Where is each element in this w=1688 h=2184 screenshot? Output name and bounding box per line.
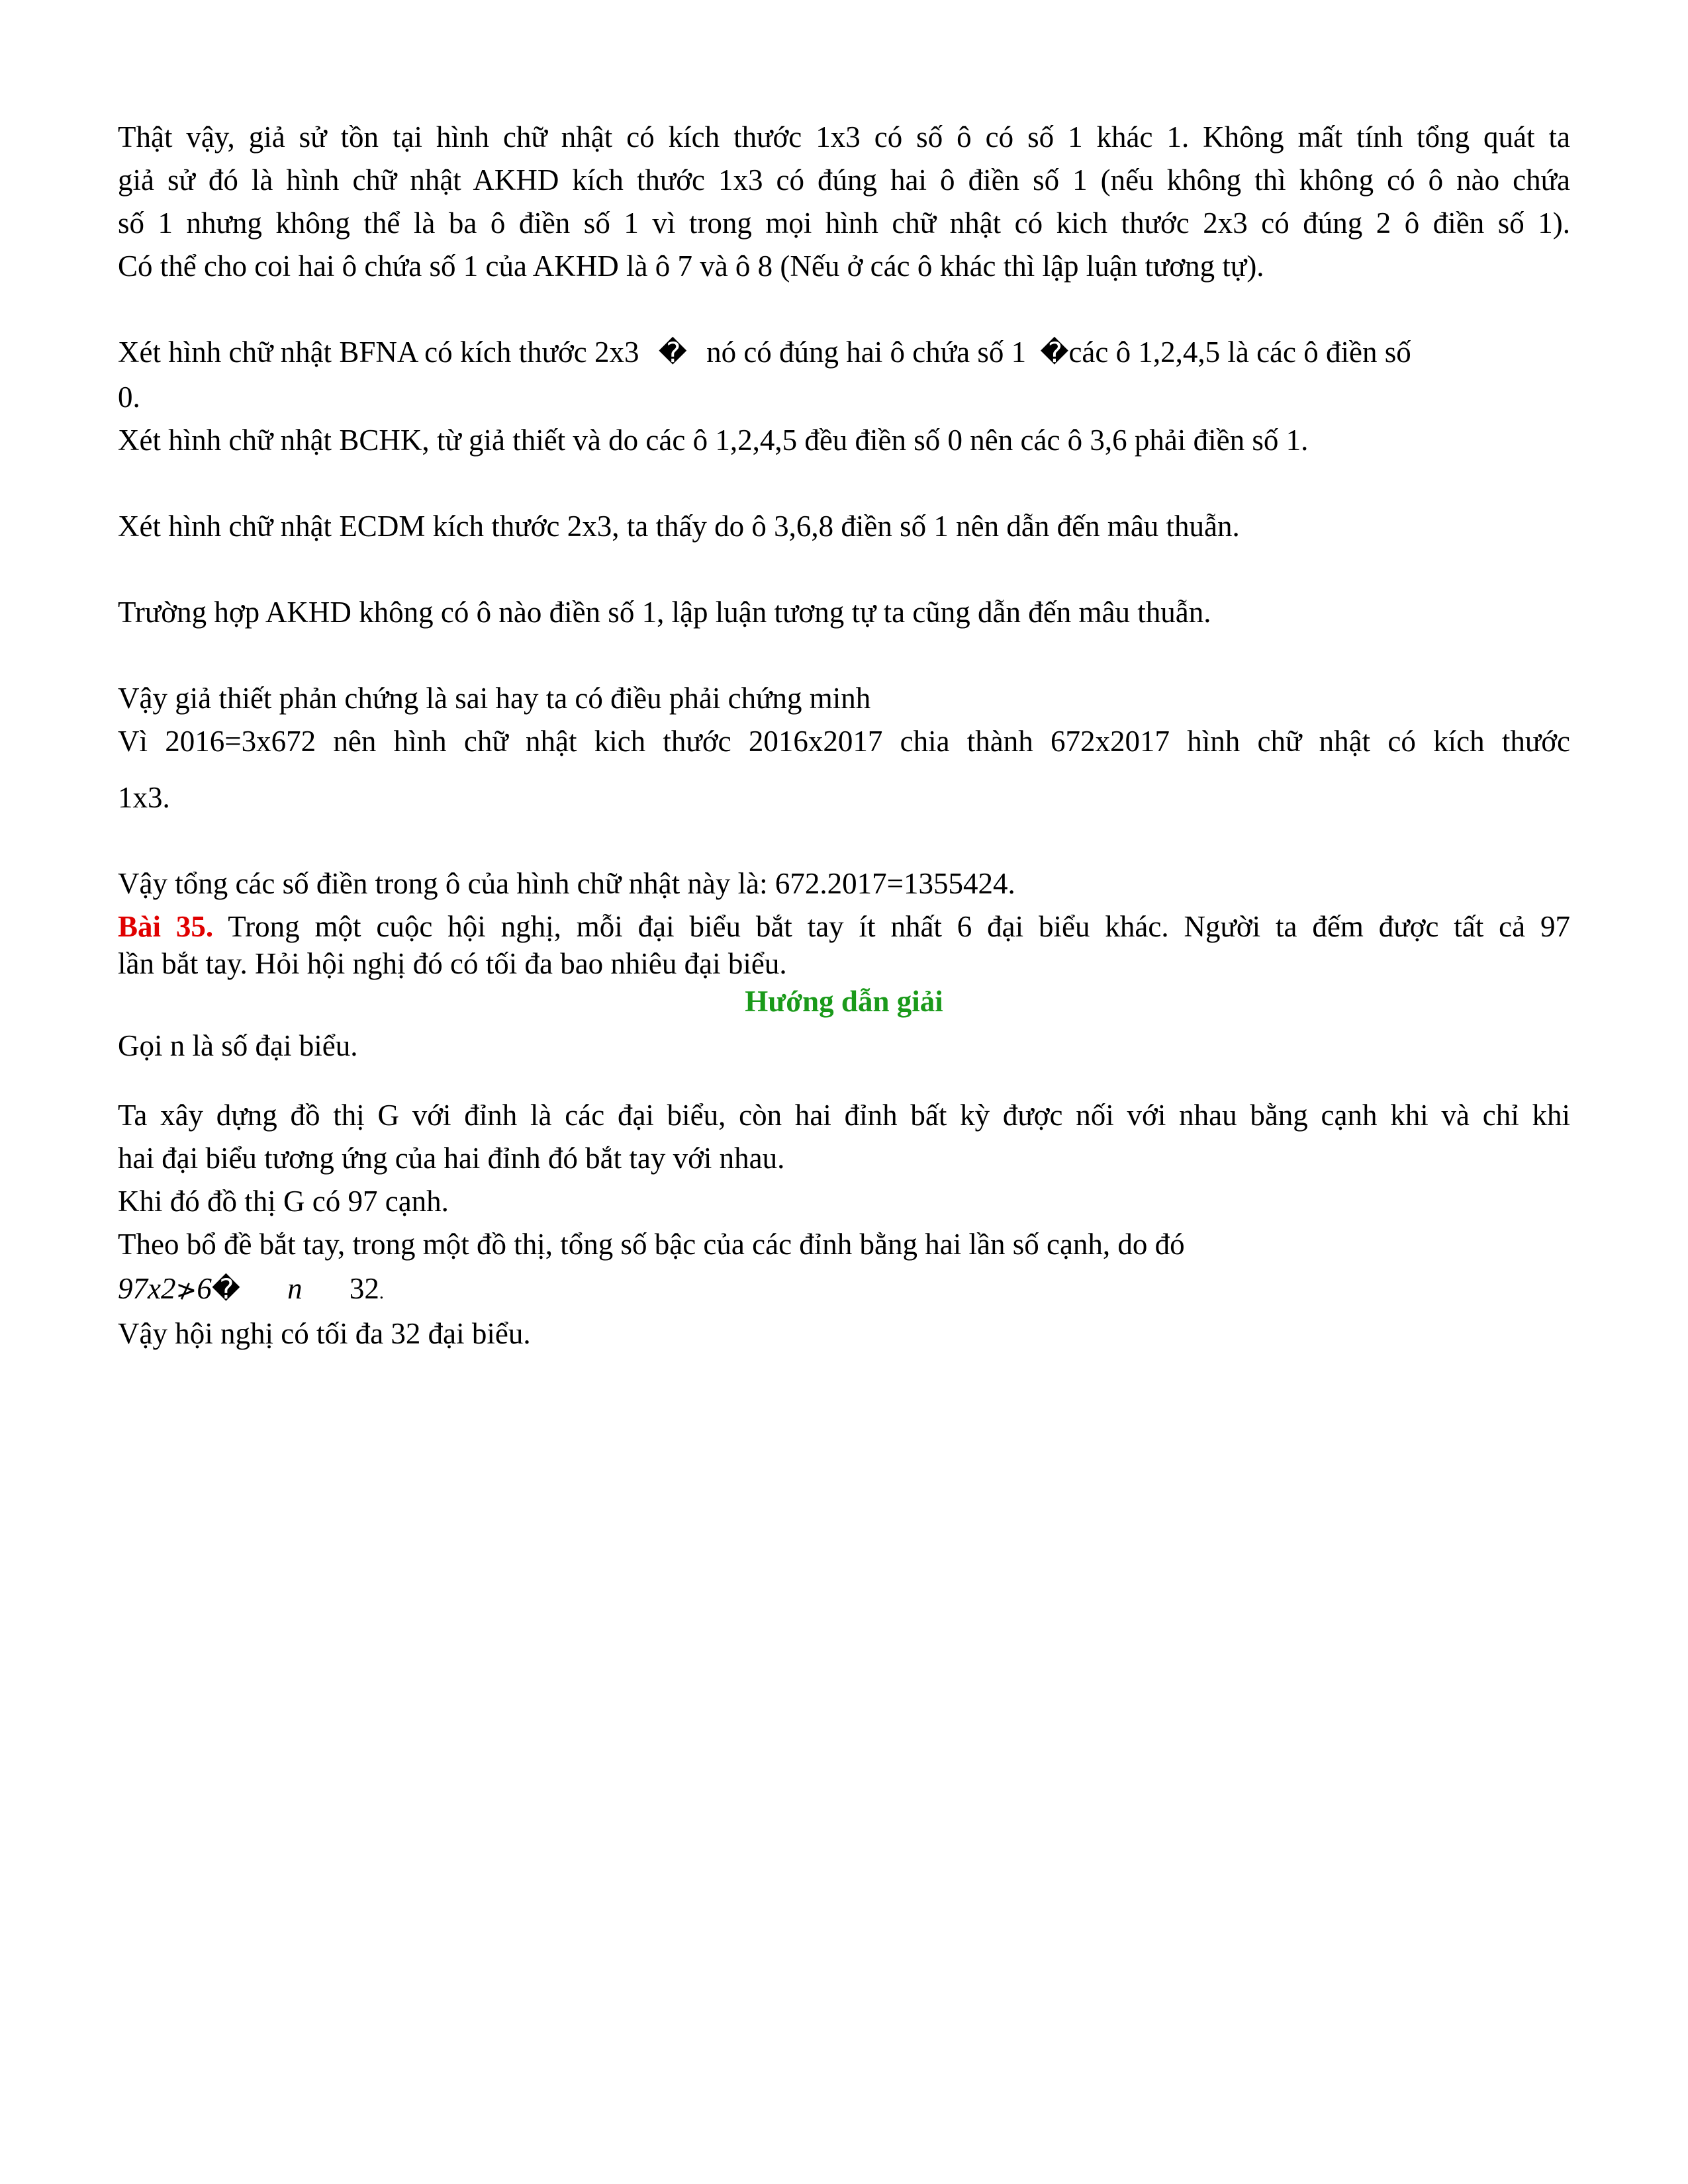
paragraph-line-13: Vậy tổng các số điền trong ô của hình chữ nhật này là: 672.2017=1355424. xyxy=(118,867,1015,900)
paragraph-line-5 xyxy=(118,338,1411,367)
paragraph-line-10: Vậy giả thiết phản chứng là sai hay ta có điều phải chứng minh xyxy=(118,682,871,715)
paragraph-line-8: Xét hình chữ nhật ECDM kích thước 2x3, ta thấy do ô 3,6,8 điền số 1 nên dẫn đến mâu thuẫn. xyxy=(118,510,1240,543)
paragraph-line-1: Thật vậy, giả sử tồn tại hình chữ nhật có kích thước 1x3 có số ô có số 1 khác 1. Không mất tính tổng quát ta xyxy=(118,120,1570,154)
solution-line-3: hai đại biểu tương ứng của hai đỉnh đó bắt tay với nhau. xyxy=(118,1142,785,1175)
math-97: 97 xyxy=(118,1272,148,1305)
math-not-greater-icon: ≯ xyxy=(175,1275,197,1304)
math-x: x xyxy=(148,1272,161,1305)
line-5-part-a: Xét hình chữ nhật BFNA có kích thước 2x3 xyxy=(118,336,639,369)
paragraph-line-4: Có thể cho coi hai ô chứa số 1 của AKHD là ô 7 và ô 8 (Nếu ở các ô khác thì lập luận tương tự). xyxy=(118,250,1264,283)
replacement-char-icon: � xyxy=(1040,336,1069,369)
paragraph-line-7: Xét hình chữ nhật BCHK, từ giả thiết và do các ô 1,2,4,5 đều điền số 0 nên các ô 3,6 phải điền số 1. xyxy=(118,424,1309,457)
solution-heading: Hướng dẫn giải xyxy=(745,985,943,1018)
math-6: 6 xyxy=(197,1272,212,1305)
replacement-char-icon: � xyxy=(658,336,687,369)
paragraph-line-2: giả sử đó là hình chữ nhật AKHD kích thước 1x3 có đúng hai ô điền số 1 (nếu không thì không có ô nào chứa xyxy=(118,163,1570,197)
line-5-part-c: các ô 1,2,4,5 là các ô điền số xyxy=(1068,336,1411,369)
problem-35-line-2: lần bắt tay. Hỏi hội nghị đó có tối đa bao nhiêu đại biểu. xyxy=(118,947,787,980)
line-5-part-b: nó có đúng hai ô chứa số 1 xyxy=(706,336,1027,369)
problem-text: Trong một cuộc hội nghị, mỗi đại biểu bắt tay ít nhất 6 đại biểu khác. Người ta đếm được tất cả 97 xyxy=(213,910,1570,943)
replacement-char-icon: � xyxy=(211,1273,240,1305)
math-formula xyxy=(118,1274,384,1304)
solution-line-4: Khi đó đồ thị G có 97 cạnh. xyxy=(118,1185,449,1218)
math-32: 32 xyxy=(349,1272,379,1305)
paragraph-line-11: Vì 2016=3x672 nên hình chữ nhật kich thước 2016x2017 chia thành 672x2017 hình chữ nhật có kích thước xyxy=(118,725,1570,758)
paragraph-line-3: số 1 nhưng không thể là ba ô điền số 1 vì trong mọi hình chữ nhật có kich thước 2x3 có đúng 2 ô điền số 1). xyxy=(118,206,1570,240)
solution-line-2: Ta xây dựng đồ thị G với đỉnh là các đại biểu, còn hai đỉnh bất kỳ được nối với nhau bằng cạnh khi và chỉ khi xyxy=(118,1099,1570,1132)
problem-35-line-1 xyxy=(118,912,1570,942)
paragraph-line-6: 0. xyxy=(118,381,140,414)
math-period: . xyxy=(379,1283,384,1303)
solution-line-5: Theo bổ đề bắt tay, trong một đồ thị, tổng số bậc của các đỉnh bằng hai lần số cạnh, do đó xyxy=(118,1228,1185,1261)
paragraph-line-9: Trường hợp AKHD không có ô nào điền số 1, lập luận tương tự ta cũng dẫn đến mâu thuẫn. xyxy=(118,596,1211,629)
solution-line-1: Gọi n là số đại biểu. xyxy=(118,1029,358,1062)
problem-label: Bài 35. xyxy=(118,910,214,943)
paragraph-line-12: 1x3. xyxy=(118,781,170,814)
math-2: 2 xyxy=(160,1272,176,1305)
conclusion-line: Vậy hội nghị có tối đa 32 đại biểu. xyxy=(118,1317,531,1350)
math-n: n xyxy=(287,1272,303,1305)
